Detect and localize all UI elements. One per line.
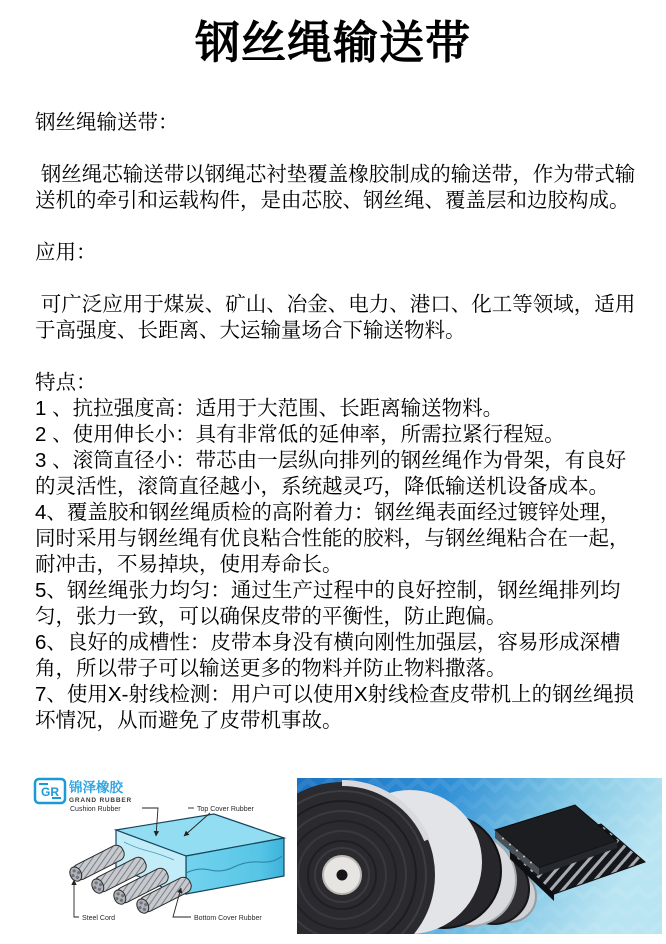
document-page <box>0 14 666 944</box>
belt-structure-svg <box>8 776 298 936</box>
page-title: 钢丝绳输送带 <box>194 17 471 68</box>
document-body <box>35 110 636 734</box>
feature-item-6: 6、良好的成槽性：皮带本身没有横向刚性加强层，容易形成深槽角，所以带子可以输送更多的物料并防止物料撒落。 <box>35 631 621 680</box>
feature-item-4: 4、覆盖胶和钢丝绳质检的高附着力：钢丝绳表面经过镀锌处理，同时采用与钢丝绳有优良粘合性能的胶料，与钢丝绳粘合在一起，耐冲击，不易掉块，使用寿命长。 <box>35 501 630 576</box>
belt-structure-diagram <box>8 776 298 936</box>
feature-item-1: 1 、抗拉强度高：适用于大范围、长距离输送物料。 <box>35 397 504 420</box>
feature-item-2: 2 、使用伸长小：具有非常低的延伸率，所需拉紧行程短。 <box>35 423 565 446</box>
figure-row <box>0 776 666 936</box>
feature-item-3: 3 、滚筒直径小：带芯由一层纵向排列的钢丝绳作为骨架，有良好的灵活性，滚筒直径越小，系统越灵巧，降低输送机设备成本。 <box>35 449 627 498</box>
steel-cord-label: Steel Cord <box>82 915 116 922</box>
cushion-rubber-label: Cushion Rubber <box>70 806 121 813</box>
logo-english-name: GRAND RUBBER <box>69 797 133 804</box>
application-label: 应用： <box>35 241 97 264</box>
belt-rolls-photo-svg <box>297 778 662 934</box>
intro-paragraph: 钢丝绳芯输送带以钢绳芯衬垫覆盖橡胶制成的输送带，作为带式输送机的牵引和运载构件，是由芯胶、钢丝绳、覆盖层和边胶构成。 <box>35 163 636 212</box>
bottom-cover-rubber-label: Bottom Cover Rubber <box>194 915 262 922</box>
feature-item-5: 5、钢丝绳张力均匀：通过生产过程中的良好控制，钢丝绳排列均匀，张力一致，可以确保皮带的平衡性，防止跑偏。 <box>35 579 621 628</box>
top-cover-rubber-label: Top Cover Rubber <box>197 806 254 813</box>
grand-rubber-logo <box>35 779 132 804</box>
belt-rolls-photo <box>297 778 662 934</box>
intro-label: 钢丝绳输送带： <box>35 111 179 134</box>
feature-item-7: 7、使用X-射线检测：用户可以使用X射线检查皮带机上的钢丝绳损坏情况，从而避免了皮带机事故。 <box>35 683 635 732</box>
application-paragraph: 可广泛应用于煤炭、矿山、冶金、电力、港口、化工等领域，适用于高强度、长距离、大运输量场合下输送物料。 <box>35 293 636 342</box>
logo-monogram: GR <box>41 785 59 799</box>
logo-chinese-name: 锦泽橡胶 <box>69 780 123 795</box>
features-label: 特点： <box>35 371 97 394</box>
